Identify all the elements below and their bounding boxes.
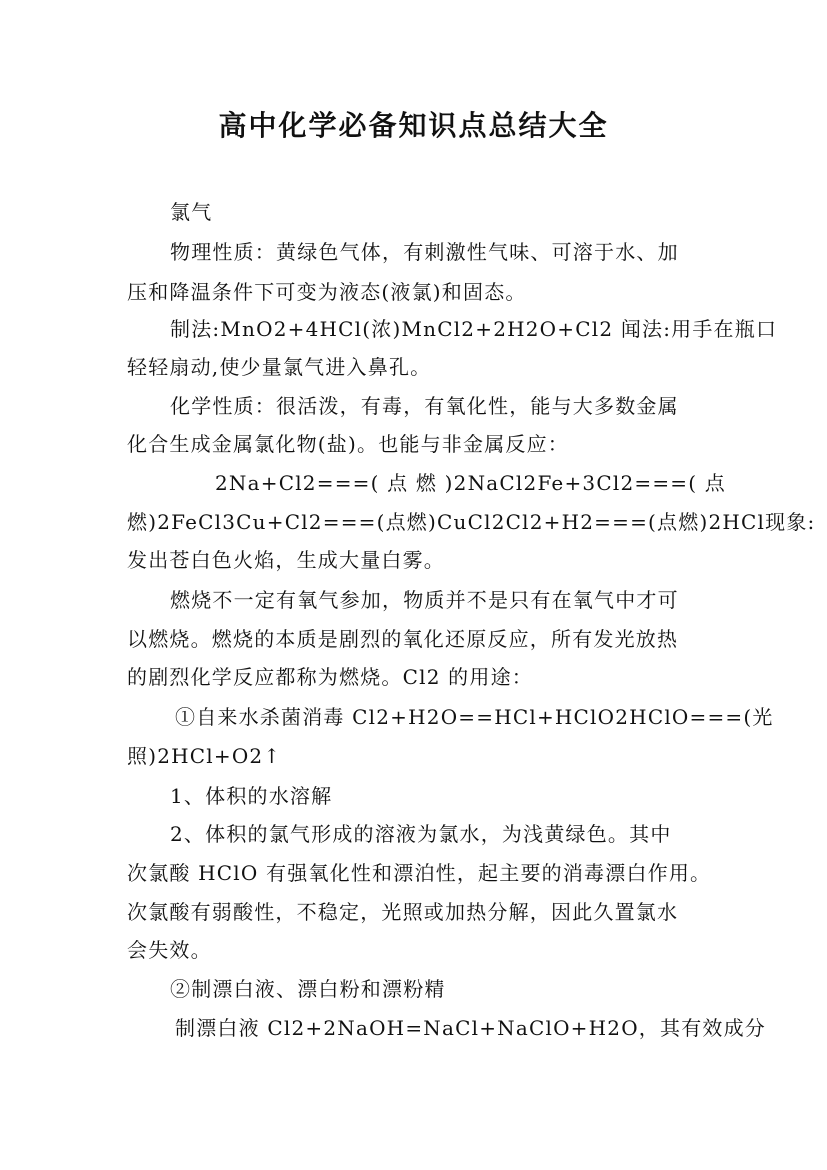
- paragraph-line: 次氯酸 HClO 有强氧化性和漂泊性，起主要的消毒漂白作用。: [127, 861, 712, 885]
- paragraph-line: 压和降温条件下可变为液态(液氯)和固态。: [127, 280, 527, 304]
- paragraph-line: 以燃烧。燃烧的本质是剧烈的氧化还原反应，所有发光放热: [127, 627, 679, 651]
- paragraph-line: 1、体积的水溶解: [170, 784, 333, 808]
- paragraph-line: 2、体积的氯气形成的溶液为氯水，为浅黄绿色。其中: [170, 822, 672, 846]
- paragraph-line: 燃)2FeCl3Cu+Cl2===(点燃)CuCl2Cl2+H2===(点燃)2HCl现象:: [127, 510, 816, 534]
- paragraph-line: 轻轻扇动,使少量氯气进入鼻孔。: [127, 355, 432, 379]
- paragraph-line: 2Na+Cl2===( 点 燃 )2NaCl2Fe+3Cl2===( 点: [215, 471, 727, 495]
- paragraph-line: 照)2HCl+O2↑: [127, 744, 282, 768]
- page-title: 高中化学必备知识点总结大全: [218, 109, 609, 142]
- paragraph-line: 发出苍白色火焰，生成大量白雾。: [127, 548, 445, 572]
- paragraph-line: 制法:MnO2+4HCl(浓)MnCl2+2H2O+Cl2 闻法:用手在瓶口: [170, 317, 778, 341]
- paragraph-line: 化合生成金属氯化物(盐)。也能与非金属反应：: [127, 432, 570, 456]
- paragraph-line: 物理性质：黄绿色气体，有刺激性气味、可溶于水、加: [170, 240, 679, 264]
- paragraph-line: 化学性质：很活泼，有毒，有氧化性，能与大多数金属: [170, 394, 679, 418]
- paragraph-line: 次氯酸有弱酸性，不稳定，光照或加热分解，因此久置氯水: [127, 900, 679, 924]
- paragraph-line: ②制漂白液、漂白粉和漂粉精: [170, 977, 446, 1001]
- paragraph-line: 燃烧不一定有氧气参加，物质并不是只有在氧气中才可: [170, 588, 679, 612]
- paragraph-line: ①自来水杀菌消毒 Cl2+H2O==HCl+HClO2HClO===(光: [175, 705, 774, 729]
- paragraph-line: 制漂白液 Cl2+2NaOH=NaCl+NaClO+H2O，其有效成分: [175, 1016, 767, 1040]
- paragraph-line: 的剧烈化学反应都称为燃烧。Cl2 的用途：: [127, 665, 533, 689]
- paragraph-line: 氯气: [170, 200, 213, 224]
- paragraph-line: 会失效。: [127, 938, 212, 962]
